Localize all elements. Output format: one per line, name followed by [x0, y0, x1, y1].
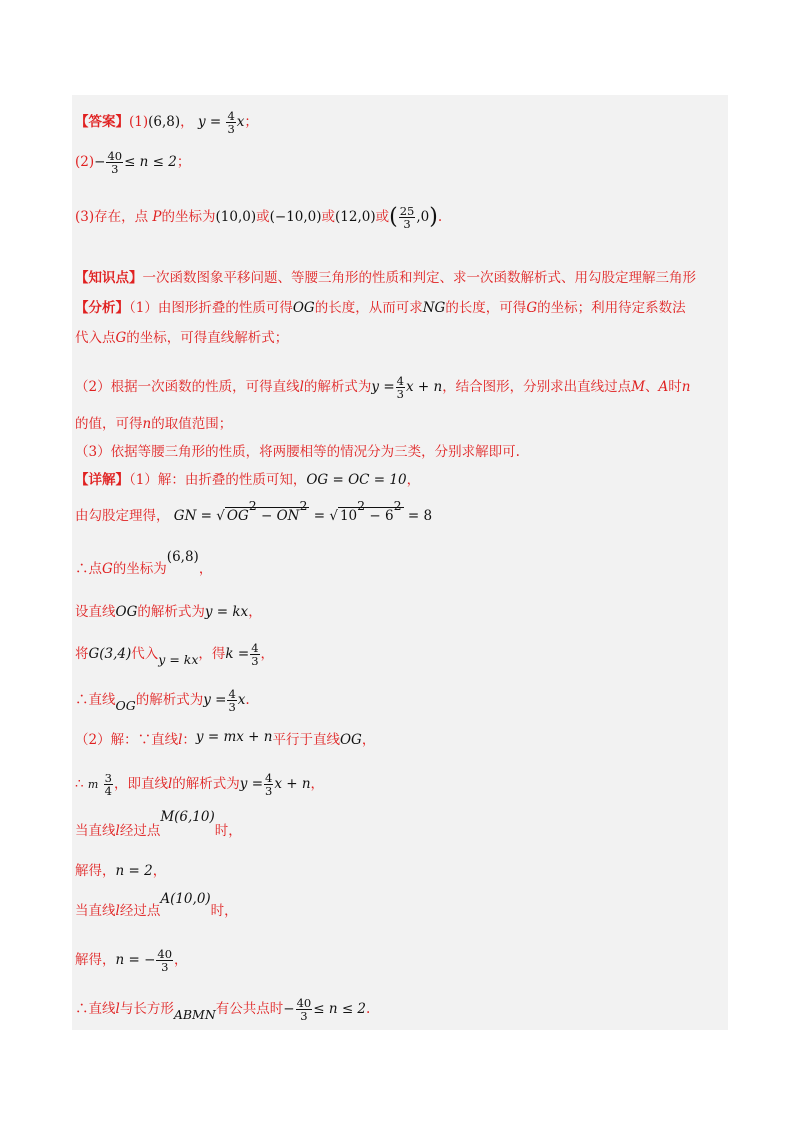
denominator: 3 — [227, 122, 235, 137]
detail-line-7 — [75, 729, 376, 748]
detail-line-12 — [75, 948, 188, 973]
math-var: x — [237, 692, 246, 709]
math-var: M — [631, 379, 646, 396]
knowledge-tag: 【知识点】 — [75, 270, 143, 286]
answer-point-g: (6,8) — [148, 114, 181, 131]
math-var: A — [658, 379, 669, 396]
rectangle-name: ABMN — [173, 1007, 216, 1023]
math-var: OG — [115, 698, 136, 714]
detail-line-5 — [75, 642, 274, 667]
math-var: OG — [226, 508, 249, 524]
math-var: l — [299, 379, 304, 396]
denominator: 3 — [403, 217, 411, 232]
math-expr: y = — [203, 692, 227, 709]
text: （2）根据一次函数的性质，可得直线 — [75, 379, 300, 396]
numerator: 4 — [265, 771, 273, 785]
text: 的坐标为 — [112, 561, 167, 577]
text: 的长度，从而可求 — [314, 300, 423, 316]
math-var: G — [526, 300, 538, 316]
paren-close: ) — [429, 204, 438, 230]
text: 有公共点时 — [215, 1001, 284, 1018]
punct: ， — [361, 732, 376, 748]
exponent: 2 — [357, 498, 366, 513]
or-text: 或 — [321, 209, 336, 226]
denominator: 4 — [104, 784, 112, 799]
math-expr: x + n — [405, 379, 443, 396]
analysis-line-3 — [75, 375, 690, 400]
knowledge-text: 一次函数图象平移问题、等腰三角形的性质和判定、求一次函数解析式、用勾股定理解三角形 — [142, 270, 696, 286]
fraction — [399, 205, 416, 230]
numerator: 25 — [399, 204, 415, 218]
text: 的解析式为 — [137, 604, 205, 620]
text: 的解析式为 — [172, 776, 240, 793]
numerator: 4 — [227, 109, 235, 123]
math-num: 10 — [339, 508, 358, 524]
fraction — [226, 110, 235, 135]
fraction — [264, 772, 273, 797]
math-var: x — [236, 114, 245, 131]
math-var: l — [115, 823, 120, 839]
math-var: n — [681, 379, 691, 396]
text: （1）解：由折叠的性质可知， — [129, 472, 307, 488]
text: 平行于直线 — [272, 732, 340, 748]
punct: ， — [406, 472, 421, 488]
math-var: m — [87, 778, 99, 792]
exponent: 2 — [393, 498, 402, 513]
numerator: 40 — [107, 149, 123, 163]
punct: ： — [182, 732, 196, 748]
minus-sign: − — [283, 1001, 295, 1018]
inequality: ≤ n ≤ 2 — [313, 1001, 367, 1018]
point-a: A(10,0) — [160, 891, 211, 907]
answer-line-2 — [75, 150, 190, 175]
punct: . — [366, 1001, 371, 1018]
separator: ， — [180, 114, 194, 131]
fraction — [156, 948, 173, 973]
answer-tag: 【答案】 — [75, 114, 129, 131]
text: 解得， — [75, 863, 116, 879]
punct: ； — [176, 154, 191, 171]
or-text: 或 — [375, 209, 390, 226]
denominator: 3 — [265, 784, 273, 799]
analysis-line-4 — [75, 418, 232, 432]
point-p: P — [152, 209, 162, 226]
text: 解得， — [75, 952, 116, 969]
text: 当直线 — [75, 823, 116, 839]
math-var: OG — [292, 300, 315, 316]
detail-tag: 【详解】 — [75, 472, 129, 488]
text: 时 — [668, 379, 682, 396]
math-expr: y = mx + n — [195, 729, 273, 745]
answer-line-3 — [75, 205, 442, 230]
math-expr: y = — [371, 379, 395, 396]
punct: ， — [248, 604, 262, 620]
text: （3）依据等腰三角形的性质，将两腰相等的情况分为三类，分别求解即可. — [75, 444, 520, 460]
numerator: 4 — [251, 641, 259, 655]
text: 将 — [75, 646, 89, 663]
math-var: − ON — [261, 508, 300, 524]
math-expr: y = kx — [204, 604, 249, 620]
punct: ， — [152, 863, 167, 879]
denominator: 3 — [251, 654, 259, 669]
denominator: 3 — [228, 700, 236, 715]
detail-line-6 — [75, 688, 250, 713]
detail-line-13 — [75, 997, 370, 1022]
numerator: 40 — [296, 996, 312, 1010]
point-m: M(6,10) — [160, 809, 215, 825]
denominator: 3 — [396, 387, 404, 402]
denominator: 3 — [300, 1009, 308, 1024]
text: （1）由图形折叠的性质可得 — [129, 300, 293, 316]
punct: ， — [174, 952, 188, 969]
text: 时， — [214, 823, 242, 839]
text: 的坐标，可得直线解析式； — [126, 330, 289, 346]
denominator: 3 — [161, 960, 169, 975]
denominator: 3 — [111, 162, 119, 177]
detail-line-8 — [75, 772, 324, 797]
fraction — [296, 997, 313, 1022]
math-expr: x + n — [274, 776, 311, 793]
text: ∴ — [75, 776, 84, 793]
punct: . — [437, 209, 443, 226]
math-var: OG — [115, 604, 138, 620]
math-expr: OG = OC = 10 — [306, 472, 407, 488]
detail-line-3 — [75, 549, 213, 577]
math-var: l — [178, 732, 183, 748]
math-expr: n = 2 — [115, 863, 153, 879]
coord-tail: ,0 — [416, 209, 430, 226]
math-expr: y = kx — [158, 652, 199, 668]
fraction — [396, 375, 405, 400]
text: ∴直线 — [75, 692, 116, 709]
minus-sign: − — [94, 154, 106, 171]
math-var: l — [167, 776, 173, 793]
exponent: 2 — [299, 498, 308, 513]
math-expr: = 8 — [407, 508, 433, 524]
math-var: l — [115, 1001, 120, 1018]
coord-1: (10,0) — [215, 209, 257, 226]
fraction — [104, 772, 113, 797]
text: ，结合图形，分别求出直线过点 — [442, 379, 632, 396]
or-text: 或 — [256, 209, 270, 226]
inequality: ≤ n ≤ 2 — [124, 154, 177, 171]
text: 的解析式为 — [303, 379, 372, 396]
sqrt-2: √ 102 − 62 — [329, 498, 402, 524]
coord-3: (12,0) — [335, 209, 376, 226]
detail-line-11 — [75, 891, 238, 919]
part-2-label: (2) — [75, 154, 95, 171]
text: 代入 — [131, 646, 159, 663]
text: ，得 — [198, 646, 226, 663]
sqrt-1: √ OG2 − ON2 — [216, 498, 308, 524]
numerator: 40 — [157, 947, 173, 961]
math-var: l — [115, 903, 120, 919]
punct: ； — [244, 114, 258, 131]
text: ，即直线 — [113, 776, 168, 793]
detail-line-9 — [75, 809, 242, 839]
math-expr: y = — [239, 776, 264, 793]
text: 代入点 — [75, 330, 116, 346]
text: ∴直线 — [75, 1001, 116, 1018]
text: 经过点 — [119, 903, 161, 919]
text: ∴点 — [75, 561, 102, 577]
text: 设直线 — [75, 604, 116, 620]
fraction — [106, 150, 123, 175]
detail-line-4 — [75, 606, 262, 620]
detail-line-1 — [75, 474, 420, 488]
math-var: G — [115, 330, 127, 346]
math-expr: k = — [225, 646, 250, 663]
part-3-label: (3)存在，点 — [75, 209, 149, 226]
punct: ， — [260, 646, 275, 663]
math-var: OG — [339, 732, 362, 748]
punct: ， — [198, 561, 213, 577]
math-expr: y = — [197, 114, 222, 131]
math-var: G — [102, 561, 113, 577]
analysis-tag: 【分析】 — [75, 300, 129, 316]
paren-open: ( — [389, 204, 398, 230]
math-expr: n = − — [115, 952, 156, 969]
numerator: 4 — [396, 374, 404, 388]
equals: = — [313, 508, 326, 524]
answer-line-1 — [75, 110, 258, 135]
text: （2）解：∵直线 — [75, 732, 179, 748]
text: 的长度，可得 — [445, 300, 527, 316]
analysis-line-5 — [75, 446, 520, 460]
text: 的解析式为 — [135, 692, 204, 709]
analysis-line-1 — [75, 302, 686, 316]
text: 的坐标为 — [161, 209, 216, 226]
numerator: 4 — [228, 687, 236, 701]
coord-2: (−10,0) — [269, 209, 322, 226]
math-var: NG — [422, 300, 446, 316]
part-1-label: (1) — [129, 114, 149, 131]
fraction — [227, 688, 236, 713]
math-var: n — [142, 416, 152, 432]
punct: ， — [310, 776, 325, 793]
text: 由勾股定理得， — [75, 508, 170, 524]
detail-line-10 — [75, 865, 166, 879]
punct: . — [245, 692, 250, 709]
text: 与长方形 — [119, 1001, 174, 1018]
detail-line-2 — [75, 498, 433, 524]
exponent: 2 — [248, 498, 257, 513]
numerator: 3 — [104, 771, 112, 785]
text: 时， — [210, 903, 238, 919]
math-expr: GN = — [173, 508, 212, 524]
knowledge-line — [75, 272, 696, 286]
point-g: (6,8) — [166, 549, 199, 565]
text: 的坐标；利用待定系数法 — [537, 300, 686, 316]
text: 的取值范围； — [151, 416, 233, 432]
text: 经过点 — [119, 823, 161, 839]
math-expr: G(3,4) — [88, 646, 132, 663]
text: 当直线 — [75, 903, 116, 919]
text: 的值，可得 — [75, 416, 143, 432]
analysis-line-2 — [75, 332, 288, 346]
fraction — [250, 642, 259, 667]
math-num: − 6 — [369, 508, 394, 524]
text: 、 — [645, 379, 659, 396]
